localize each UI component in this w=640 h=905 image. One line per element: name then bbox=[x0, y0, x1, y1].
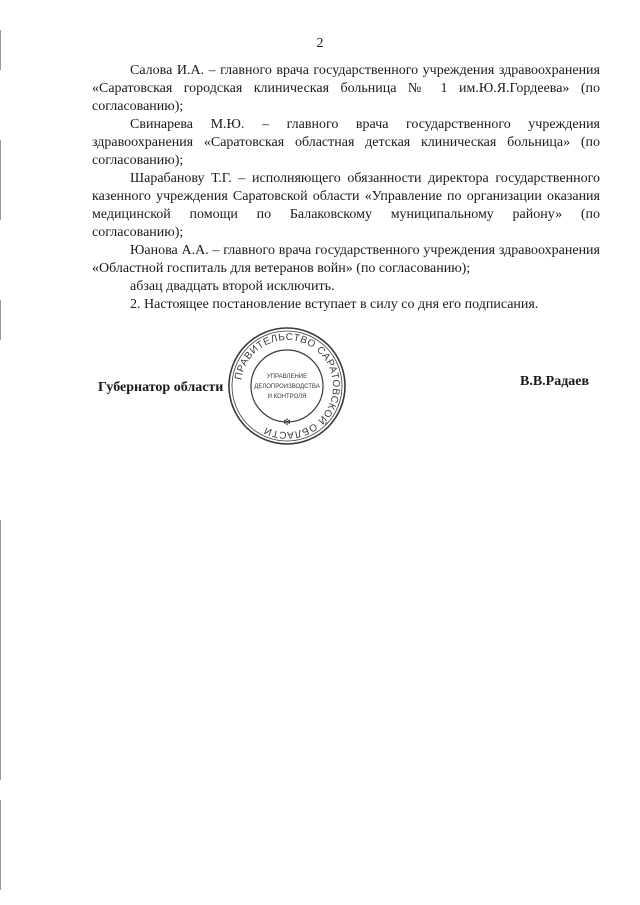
scan-edge-line bbox=[0, 520, 1, 780]
stamp-seal-icon bbox=[226, 325, 348, 447]
stamp-outer-text: ПРАВИТЕЛЬСТВО САРАТОВСКОЙ ОБЛАСТИ bbox=[233, 331, 342, 441]
document-body bbox=[92, 62, 600, 314]
paragraph-salova: Салова И.А. – главного врача государственного учреждения здравоохранения «Саратовская городская клиническая больница № 1 им.Ю.Я.Гордеева» (по согласованию); bbox=[92, 63, 600, 114]
scan-edge-line bbox=[0, 140, 1, 220]
scan-edge-line bbox=[0, 30, 1, 70]
page-number: 2 bbox=[316, 36, 324, 51]
stamp-star-icon: ✻ bbox=[283, 418, 291, 428]
paragraph-sharabanova: Шарабанову Т.Г. – исполняющего обязанности директора государственного казенного учреждения Саратовской области «Управление по организации оказания медицинской помощи по Балаковскому муниципальному району» (по согласованию); bbox=[92, 171, 600, 240]
stamp-line-2: ДЕЛОПРОИЗВОДСТВА bbox=[254, 384, 320, 390]
paragraph-svinareva: Свинарева М.Ю. – главного врача государственного учреждения здравоохранения «Саратовская областная детская клиническая больница» (по согласованию); bbox=[92, 117, 600, 168]
paragraph-yuanova: Юанова А.А. – главного врача государственного учреждения здравоохранения «Областной госпиталь для ветеранов войн» (по согласованию); bbox=[92, 243, 600, 276]
stamp-line-3: И КОНТРОЛЯ bbox=[267, 394, 307, 400]
signatory-title: Губернатор области bbox=[98, 380, 224, 395]
signatory-name: В.В.Радаев bbox=[520, 374, 590, 389]
paragraph-exclude: абзац двадцать второй исключить. bbox=[130, 279, 335, 294]
stamp-line-1: УПРАВЛЕНИЕ bbox=[266, 374, 308, 380]
scan-edge-line bbox=[0, 300, 1, 340]
paragraph-effective-date: 2. Настоящее постановление вступает в силу со дня его подписания. bbox=[130, 297, 539, 312]
scan-edge-line bbox=[0, 800, 1, 890]
official-stamp bbox=[226, 325, 348, 447]
